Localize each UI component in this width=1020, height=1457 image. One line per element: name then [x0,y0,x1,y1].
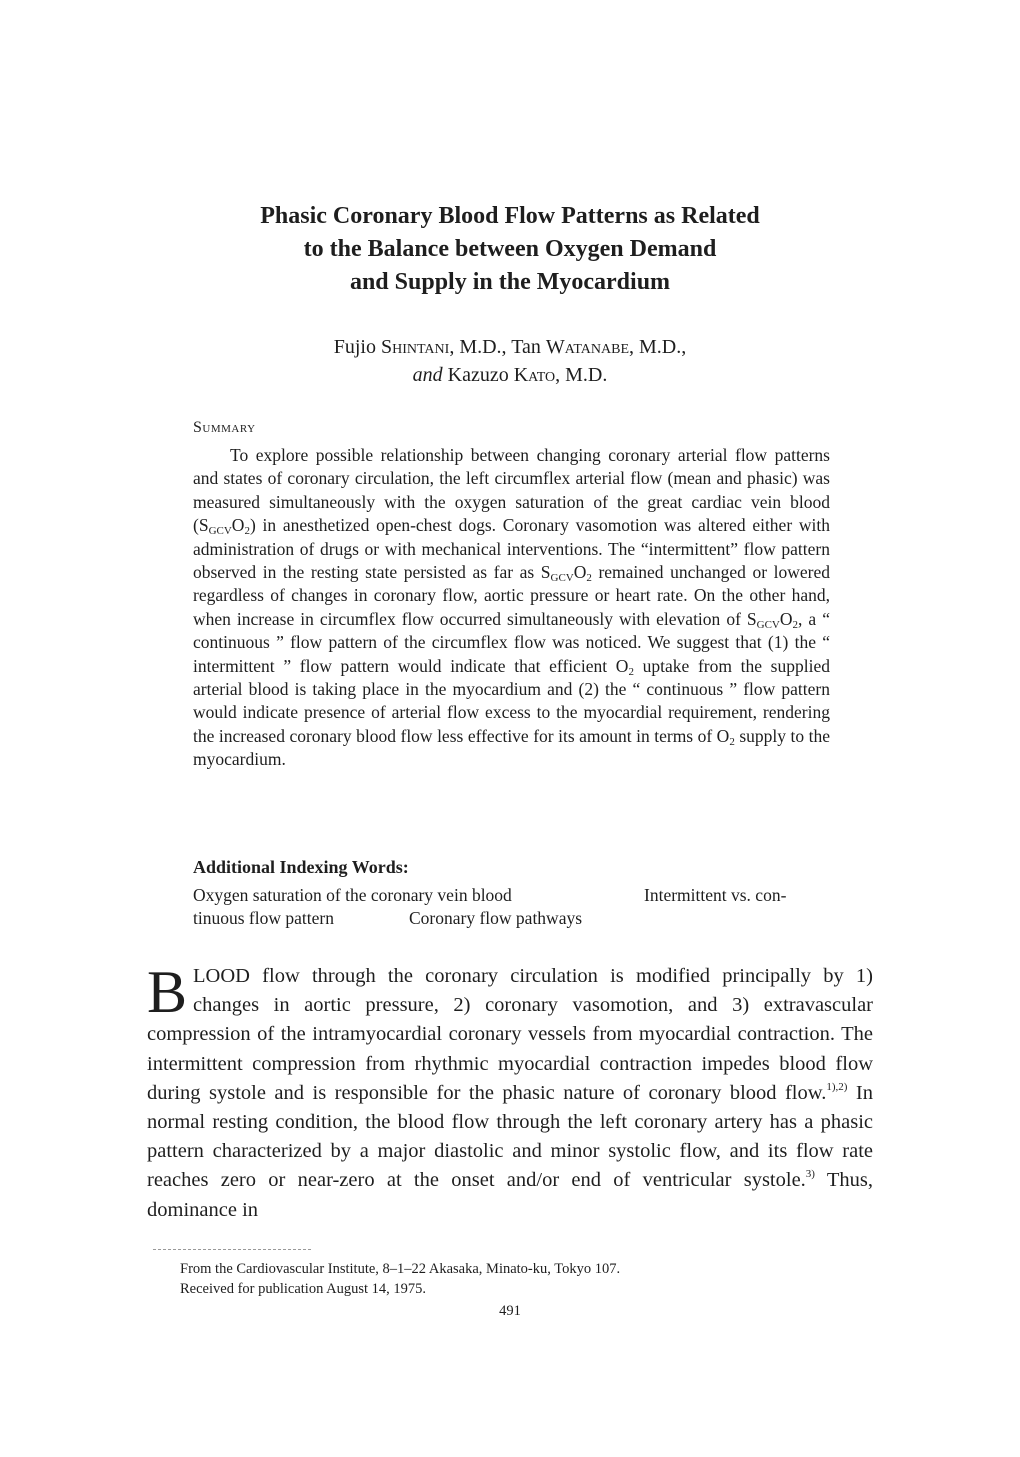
author-2-degree: , M.D., [629,336,687,358]
summary-run-3: ) in anesthetized open-chest dogs. Coronary vasomotion was altered either with administration of drugs or with mechanical interventions. The “intermittent” flow pattern observed in the resting state persisted as far as S [193,515,830,583]
indexing-word-4: Coronary flow pathways [409,908,583,928]
body-run-2: In normal resting condition, the blood flow through the left coronary artery has a phasic pattern characterized by a major diastolic and minor systolic flow, and its flow rate reaches zero or near-zero at the onset and/or end of ventricular systole. [147,1081,873,1192]
article-title [150,200,870,299]
summary-text [193,444,830,772]
summary-run-6: O [779,608,793,629]
summary-heading: Summary [193,419,256,436]
summary-run-1: To explore possible relationship between changing coronary arterial flow patterns and states of coronary circulation, the left circumflex arterial flow (mean and phasic) was measured simultaneously with the oxygen saturation of the great cardiac vein blood (S [193,445,830,536]
indexing-row-2 [193,907,833,930]
author-2-last: Watanabe [545,336,629,358]
body-paragraph [147,959,873,1225]
indexing-word-1: Oxygen saturation of the coronary vein blood [193,885,512,905]
summary-run-4: O [573,562,587,583]
title-line-2: to the Balance between Oxygen Demand [303,236,717,262]
indexing-word-2: Intermittent vs. con- [644,885,787,905]
summary-paragraph [193,444,830,772]
summary-sub-6: 2 [792,618,799,631]
body-run-1: LOOD flow through the coronary circulation is modified principally by 1) changes in aortic pressure, 2) coronary vasomotion, and 3) extravascular compression of the intramyocardial coronary vessels from myocardial contraction. The intermittent compression from rhythmic myocardial contraction impedes blood flow during systole and is responsible for the phasic nature of coronary blood flow. [147,965,873,1104]
body-text [147,959,873,1225]
summary-run-8: uptake from the supplied arterial blood is taking place in the myocardium and (2) the “ continuous ” flow pattern would indicate presence of arterial flow excess to the myocardial requirement, rendering the increased coronary blood flow less effective for its amount in terms of O [193,655,830,746]
indexing-word-3: tinuous flow pattern [193,908,334,928]
summary-sub-5: GCV [756,618,780,631]
author-1-first: Fujio [333,336,376,358]
citation-ref-1: 1),2) [826,1080,848,1093]
drop-cap: B [147,959,188,1025]
footnote-rule [153,1249,311,1250]
summary-run-7: , a “ continuous ” flow pattern of the circumflex flow was noticed. We suggest that (1) the “ intermittent ” flow pattern would indicate that efficient O [193,608,830,676]
page-number: 491 [499,1303,521,1319]
summary-sub-7: 2 [628,665,634,678]
summary-sub-4: 2 [586,572,592,585]
author-1-last: Shintani [381,336,450,358]
author-line-2 [150,361,870,389]
title-line-1: Phasic Coronary Blood Flow Patterns as Related [260,203,760,229]
indexing-row-1 [193,884,833,907]
indexing-heading: Additional Indexing Words: [193,857,409,877]
indexing-words [193,884,833,930]
summary-sub-8: 2 [729,735,735,748]
author-conjunction: and [412,364,443,386]
footnote [180,1259,620,1299]
author-1-degree: , M.D., [449,336,512,358]
author-3-first: Kazuzo [447,364,509,386]
summary-run-9: supply to the myocardium. [193,725,830,770]
author-3-last: Kato [513,364,556,386]
summary-sub-3: GCV [550,572,574,585]
citation-ref-2: 3) [805,1168,815,1181]
summary-sub-1: GCV [208,525,232,538]
author-line-1 [150,333,870,361]
summary-run-5: remained unchanged or lowered regardless of changes in coronary flow, aortic pressure or heart rate. On the other hand, when increase in circumflex flow occurred simultaneously with elevation of S [193,562,830,629]
body-run-3: Thus, dominance in [147,1169,873,1221]
summary-run-2: O [231,515,245,536]
author-list [150,333,870,389]
author-3-degree: , M.D. [555,364,608,386]
author-2-first: Tan [511,336,541,358]
footnote-affiliation: From the Cardiovascular Institute, 8–1–22 Akasaka, Minato-ku, Tokyo 107. [180,1261,621,1277]
title-line-3: and Supply in the Myocardium [349,269,671,295]
summary-sub-2: 2 [244,525,250,538]
footnote-received: Received for publication August 14, 1975. [180,1281,427,1297]
